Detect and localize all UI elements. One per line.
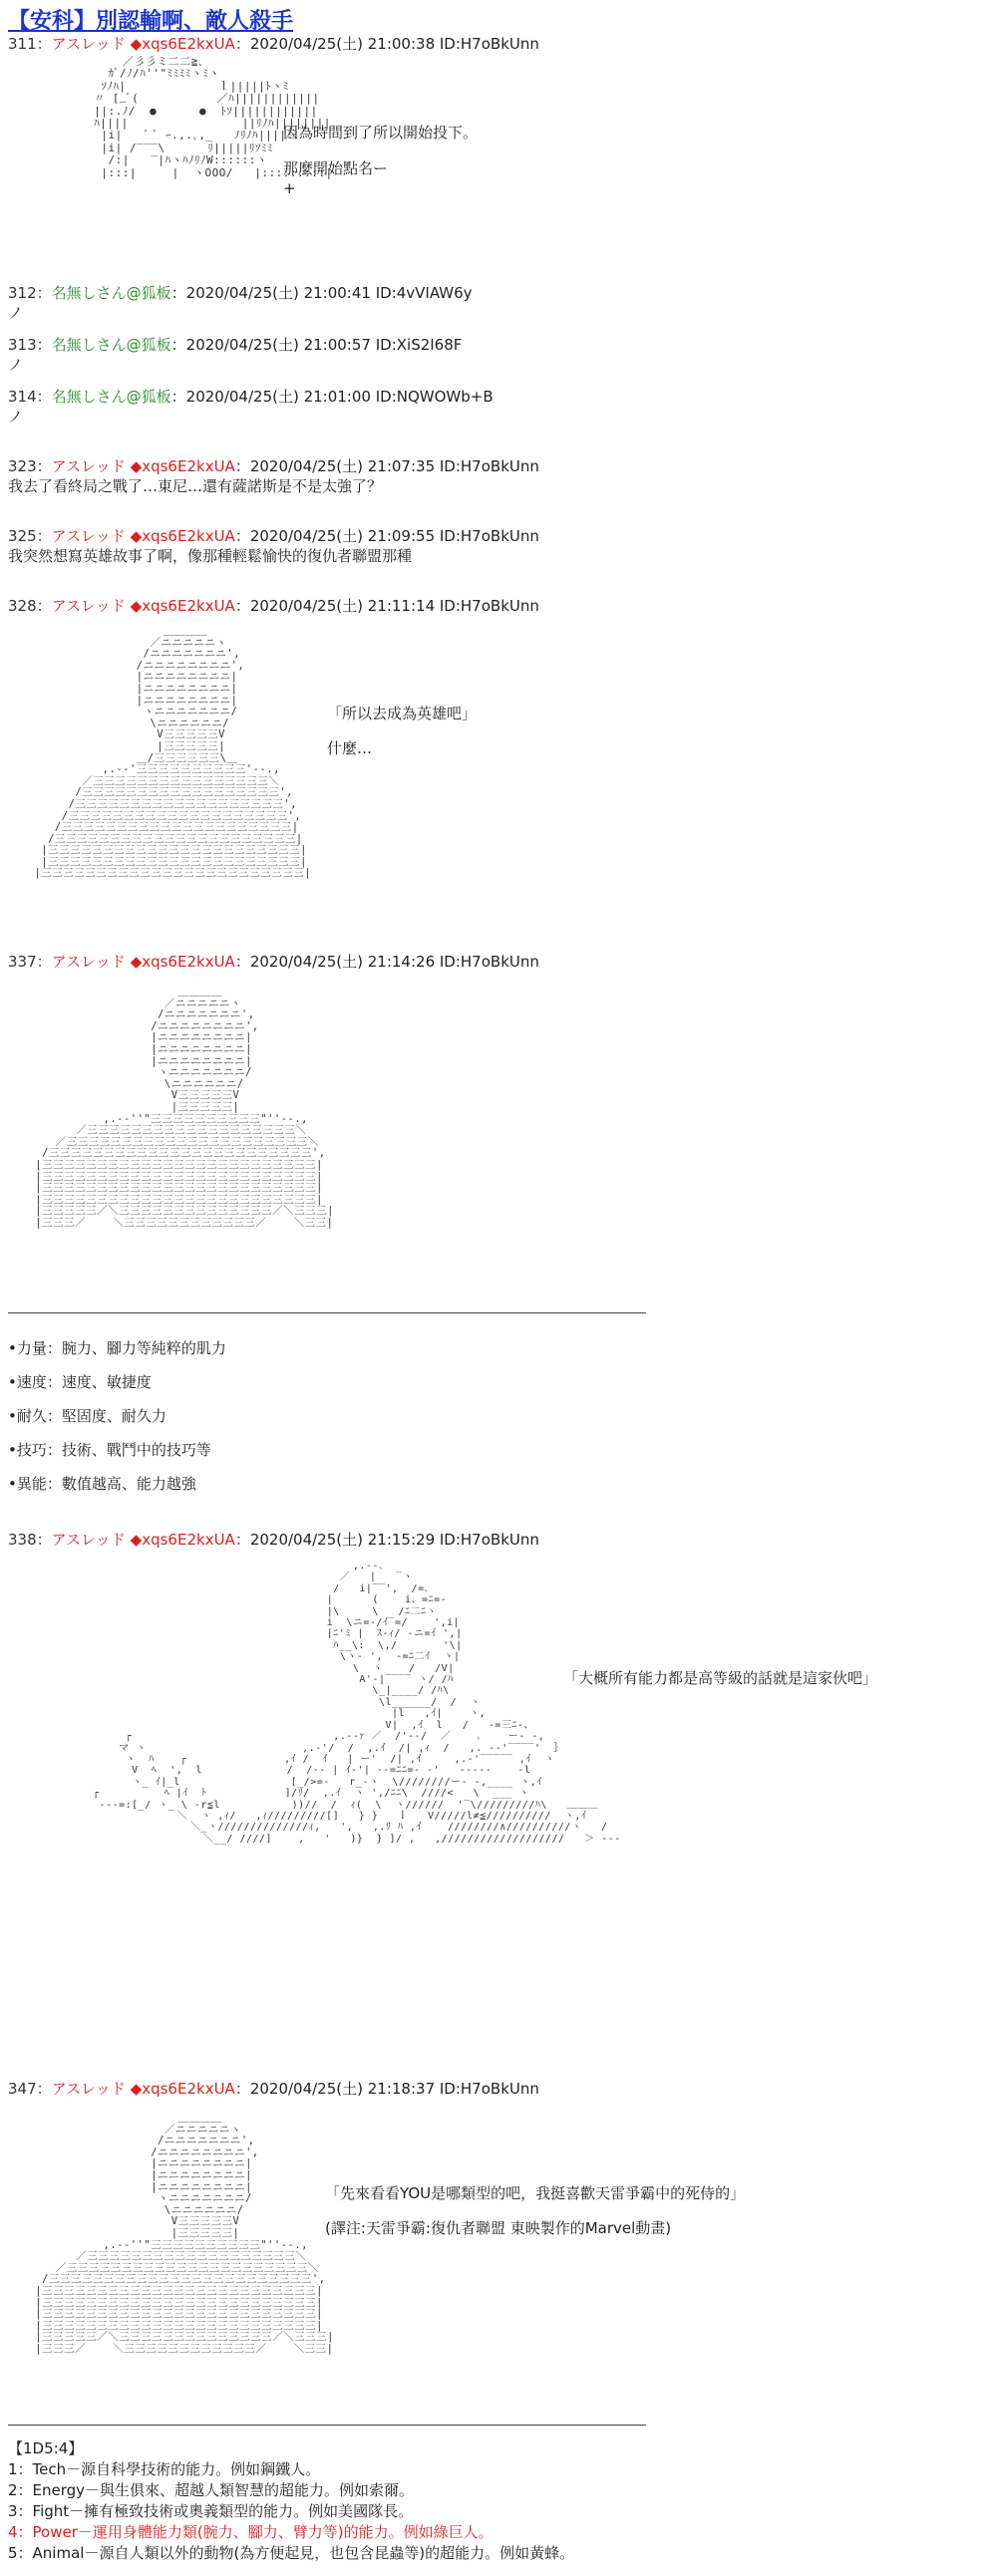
post-header: 311：アスレッド ◆xqs6E2kxUA：2020/04/25(土) 21:00:38 ID:H7oBkUnn (8, 35, 539, 53)
post-313: 313：名無しさん@狐板：2020/04/25(土) 21:00:57 ID:XiS2I68F ノ (8, 335, 985, 376)
stat-ability: •異能：數值越高、能力越強 (8, 1475, 196, 1493)
post-338: 338：アスレッド ◆xqs6E2kxUA：2020/04/25(土) 21:15:29 ID:H7oBkUnn (8, 1531, 539, 1549)
post-body: ノ (8, 356, 24, 374)
post-323: 323：アスレッド ◆xqs6E2kxUA：2020/04/25(土) 21:07:35 ID:H7oBkUnn 我去了看終局之戰了…東尼…還有薩諾斯是不是太強了？ (8, 456, 985, 497)
ascii-art-character: ／彡彡ミ二二≧､ ｶﾞ/ﾉ/ﾊ''"ﾐﾐﾐﾐヽﾐヽ ｿﾉﾊ| ｌ|||||ﾄヽﾐ 〃 [_ﾞ( ／ﾊ|||||||||||| ||:.ﾉ/ ● ● ﾄｿ|||||||||||| ﾊ|||| ||ﾘﾉﾊ|||||||| |i| ﾞ ﾞ ｰ.,.､,_ ﾉﾘﾉﾊ||||ﾐﾐ |i| /‾‾‾\ ﾘ|||||ﾘｿﾐﾐ /:| ‾|ﾊヽﾊﾉﾘﾉW::::::ヽ |:::| | ヽOOO/ |:::::::::| (94, 55, 333, 179)
post-body: ノ (8, 408, 24, 426)
post-325: 325：アスレッド ◆xqs6E2kxUA：2020/04/25(土) 21:09:55 ID:H7oBkUnn 我突然想寫英雄故事了啊，像那種輕鬆愉快的復仇者聯盟那種 (8, 526, 985, 567)
post-328: 328：アスレッド ◆xqs6E2kxUA：2020/04/25(土) 21:11:14 ID:H7oBkUnn (8, 597, 539, 615)
poster-name[interactable]: アスレッド (51, 527, 126, 545)
stat-durability: •耐久：堅固度、耐久力 (8, 1407, 166, 1425)
post-337: 337：アスレッド ◆xqs6E2kxUA：2020/04/25(土) 21:14:26 ID:H7oBkUnn (8, 953, 539, 971)
trip-code: ◆xqs6E2kxUA (130, 35, 235, 53)
poster-name[interactable]: アスレッド (51, 2080, 126, 2098)
poster-name[interactable]: 名無しさん@狐板 (51, 336, 171, 354)
ascii-art-back-figure: ＿＿＿＿ ／ニニニニニヽ /ニニニニニニニ', /ニニニニニニニニ', |ニニニニニニニニ| |ニニニニニニニニ| |ニニニニニニニニ| ヽニニニニニニニ/ \ニニニニニニ/ V三三三三三V |三三三三三| ,.-‐''"三三三三三三三三三三"''‐-., ／三三三三三三三三三三三三三三三三三三三＼ ／三三三三三三三三三三三三三三三三三三三三三三＼ /三三三三三三三三三三三三三三三三三三三三三三三三', |三三三三三三三三三三三三三三三三三三三三三三三三三| |三三三三三三三三三三三三三三三三三三三三三三三三三| |三三三三三三三三三三三三三三三三三三三三三三三三三| |三三三三三三三三三三三三三三三三三三三三三三三三三| |三三三三三／＼三三三三三三三三三三三三三三／＼三三三| |三三三／ ＼三三三三三三三三三三三三／ ＼三三| (35, 986, 334, 1229)
thread-title[interactable]: 【安科】別認輸啊、敵人殺手 (8, 9, 294, 34)
divider (8, 1312, 646, 1313)
dice-option-3: 3：Fight－擁有極致技術或奧義類型的能力。例如美國隊長。 (8, 2502, 414, 2520)
dice-option-2: 2：Energy－與生俱來、超越人類智慧的超能力。例如索爾。 (8, 2481, 415, 2499)
stat-technique: •技巧：技術、戰鬥中的技巧等 (8, 1441, 211, 1459)
poster-name[interactable]: アスレッド (51, 35, 126, 53)
stat-strength: •力量：腕力、腳力等純粹的肌力 (8, 1339, 226, 1357)
stat-speed: •速度：速度、敏捷度 (8, 1373, 152, 1391)
poster-name[interactable]: アスレッド (51, 953, 126, 971)
ascii-art-posed-figure: ,.--､ ／ | ‾ヽ / i|‾‾', /=､ | ( i、=ﾆ=- |\ \ /ﾆ二ﾆヽ i \ニ=-/ｲ‾=/ ',i| |ﾆ'ﾐ | ｽ‐ｨ/ ‐ニ=ｲ ',| ﾊ__\: \,/ '\| \ヽ- ', ‐=ﾆ二ｲ ヽ| \ ヽ / /V| A'‐|‾‾‾‾ ヽ/ /ﾊ \_|____/ /ﾊ\ \l______/ / ヽ |l ,ｲ| ヽ, V| ,ｲ l / ‐=三ﾆ-、 ┌ ,.-‐ｧ ／ /'‐‐/ ／ ､ ー‐ -, マ ヽ ,.-'/ / ,.ｲ /| ,ｨ / ,. -‐'‾‾‾‾' ｝ ヽ ﾊ ┌ ,ｲ / ｲ | ー' /| ,ｲ ,.‐'‾‾‾‾‾ ,ｲ ヽ V ﾍ ', l / /‐‐ | ｲ‐'| -‐=ﾆﾆ=‐ ‐' ‐‐‐‐‐ ‐l ヽ_ ｲ|_l [_/>=‐ r_‐ヽ \////////ー‐ ‐,____ ヽ,ｲ ┌ ﾍ |ｲ ﾄ ]/ﾘ/ ,.ｲ ヽ ',/ﾆﾆ\ ////< \ ___ ヽ ‐--=:[_/ ヽ_ \ ‐r≦l ))// / ｨ( \ ヽ////// '‾\/////////ﾊ\ ＿＿＿ ＼ ヽ ,ｨ/ ,ｨ/////////[] } } ｌ V/////l≠≦////////// ヽ,ｲ ＼_ヽ//////////////ｨ, ', ,.ﾘ ﾊ ,ｲ ////////∧//////////ヽ / ＼__/ ////] , ' )} } ]/ , ,/////////////////// ＞ ‐‐‐ (93, 1561, 621, 1845)
post-body: ノ (8, 304, 24, 322)
ascii-art-back-figure: ＿＿＿＿ ／ニニニニニヽ /ニニニニニニニ', /ニニニニニニニニ', |ニニニニニニニニ| |ニニニニニニニニ| |ニニニニニニニニ| ヽニニニニニニニ/ \ニニニニニニ/ V三三三三三V |三三三三三| ,.-‐''"三三三三三三三三三三"''‐-., ／三三三三三三三三三三三三三三三三三三三＼ ／三三三三三三三三三三三三三三三三三三三三三三＼ /三三三三三三三三三三三三三三三三三三三三三三三三', |三三三三三三三三三三三三三三三三三三三三三三三三三| |三三三三三三三三三三三三三三三三三三三三三三三三三| |三三三三三三三三三三三三三三三三三三三三三三三三三| |三三三三三三三三三三三三三三三三三三三三三三三三三| |三三三三三／＼三三三三三三三三三三三三三三／＼三三三| |三三三／ ＼三三三三三三三三三三三三／ ＼三三| (35, 2112, 334, 2355)
dice-option-4-selected: 4：Power－運用身體能力類(腕力、腳力、臂力等)的能力。例如綠巨人。 (8, 2523, 494, 2541)
divider (8, 2425, 646, 2426)
post-311 (8, 34, 985, 54)
poster-name[interactable]: 名無しさん@狐板 (51, 284, 171, 302)
post-312: 312：名無しさん@狐板：2020/04/25(土) 21:00:41 ID:4vVIAW6y ノ (8, 283, 985, 324)
poster-name[interactable]: アスレッド (51, 597, 126, 615)
poster-name[interactable]: アスレッド (51, 457, 126, 475)
ascii-art-back-figure: ＿＿＿＿ ／ニニニニニヽ /ニニニニニニニ', /ニニニニニニニニ', |ニニニニニニニニ| |ニニニニニニニニ| |ニニニニニニニニ| ヽニニニニニニニ/ \ニニニニニニ/ V三三三三三V |三三三三三| ＿/三三三三三三\＿ ,.-‐'三三三三三三三三三三'‐-., ／三三三三三三三三三三三三三三三三＼ /三三三三三三三三三三三三三三三三三三', /三三三三三三三三三三三三三三三三三三三', /三三三三三三三三三三三三三三三三三三三三', /三三三三三三三三三三三三三三三三三三三三三| /三三三三三三三三三三三三三三三三三三三三三三| |三三三三三三三三三三三三三三三三三三三三三三三| |三三三三三三三三三三三三三三三三三三三三三三三| |三三三三三三三三三三三三三三三三三三三三三三三三| (34, 625, 312, 880)
poster-name[interactable]: アスレッド (51, 1531, 126, 1549)
post-body: 我去了看終局之戰了…東尼…還有薩諾斯是不是太強了？ (8, 477, 383, 495)
dice-result: 【1D5:4】 (8, 2439, 84, 2457)
post-314: 314：名無しさん@狐板：2020/04/25(土) 21:01:00 ID:NQWOWb+B ノ (8, 387, 985, 428)
post-body: 我突然想寫英雄故事了啊，像那種輕鬆愉快的復仇者聯盟那種 (8, 547, 413, 565)
dice-option-1: 1：Tech－源自科學技術的能力。例如鋼鐵人。 (8, 2460, 321, 2478)
post-347: 347：アスレッド ◆xqs6E2kxUA：2020/04/25(土) 21:18:37 ID:H7oBkUnn (8, 2080, 539, 2098)
dice-option-5: 5：Animal－源自人類以外的動物(為方便起見，也包含昆蟲等)的超能力。例如黃蜂。 (8, 2544, 575, 2562)
poster-name[interactable]: 名無しさん@狐板 (51, 388, 171, 406)
thread-page: 【安科】別認輸啊、敵人殺手 311：アスレッド ◆xqs6E2kxUA：2020/04/25(土) 21:00:38 ID:H7oBkUnn ／彡彡ミ二二≧､ ｶﾞ/ﾉ/ﾊ''"ﾐﾐﾐﾐヽﾐヽ ｿﾉﾊ| ｌ|||||ﾄヽﾐ 〃 [_ﾞ( ／ﾊ|||||||||||| ||:.ﾉ/ ● ● ﾄｿ|||||||||||| ﾊ|||| ||ﾘﾉﾊ|||||||| |i| ﾞ ﾞ ｰ.,.､,_ ﾉﾘﾉﾊ||||ﾐﾐ |i| /‾‾‾\ ﾘ|||||ﾘｿﾐﾐ /:| ‾|ﾊヽﾊﾉﾘﾉW::::::ヽ |:::| | ヽOOO/ |:::::::::| 因為時間到了所以開始投下。 那麼開始點名ー + 312：名無しさん@狐板：2020/04/25(土) 21:00:41 ID:4vVIAW6y ノ 313：名無しさん@狐板：2020/04/25(土) 21:00:57 ID:XiS2I68F ノ 314：名無しさん@狐板：2020/04/25(土) 21:01:00 ID:NQWOWb+B ノ 323：アスレッド ◆xqs6E2kxUA：2020/04/25(土) 21:07:35 ID:H7oBkUnn 我去了看終局之戰了…東尼…還有薩諾斯是不是太強了？ 325：アスレッド ◆xqs6E2kxUA：2020/04/25(土) 21:09:55 ID:H7oBkUnn 我突然想寫英雄故事了啊，像那種輕鬆愉快的復仇者聯盟那種 328：アスレッド ◆xqs6E2kxUA：2020/04/25(土) 21:11:14 ID:H7oBkUnn ＿＿＿＿ ／ニニニニニヽ /ニニニニニニニ', /ニニニニニニニニ', |ニニニニニニニニ| |ニニニニニニニニ| |ニニニニニニニニ| ヽニニニニニニニ/ \ニニニニニニ/ V三三三三三V |三三三三三| ＿/三三三三三三\＿ ,.-‐'三三三三三三三三三三'‐-., ／三三三三三三三三三三三三三三三三＼ /三三三三三三三三三三三三三三三三三三', /三三三三三三三三三三三三三三三三三三三', /三三三三三三三三三三三三三三三三三三三三', /三三三三三三三三三三三三三三三三三三三三三| /三三三三三三三三三三三三三三三三三三三三三三| |三三三三三三三三三三三三三三三三三三三三三三三| |三三三三三三三三三三三三三三三三三三三三三三三| |三三三三三三三三三三三三三三三三三三三三三三三三| 「所以去成為英雄吧」 什麼… 337：アスレッド ◆xqs6E2kxUA：2020/04/25(土) 21:14:26 ID:H7oBkUnn ＿＿＿＿ ／ニニニニニヽ /ニニニニニニニ', /ニニニニニニニニ', |ニニニニニニニニ| |ニニニニニニニニ| |ニニニニニニニニ| ヽニニニニニニニ/ \ニニニニニニ/ V三三三三三V |三三三三三| ,.-‐''"三三三三三三三三三三"''‐-., ／三三三三三三三三三三三三三三三三三三三＼ ／三三三三三三三三三三三三三三三三三三三三三三＼ /三三三三三三三三三三三三三三三三三三三三三三三三', |三三三三三三三三三三三三三三三三三三三三三三三三三| |三三三三三三三三三三三三三三三三三三三三三三三三三| |三三三三三三三三三三三三三三三三三三三三三三三三三| |三三三三三三三三三三三三三三三三三三三三三三三三三| |三三三三三／＼三三三三三三三三三三三三三三／＼三三三| |三三三／ ＼三三三三三三三三三三三三／ ＼三三| •力量：腕力、腳力等純粹的肌力 •速度：速度、敏捷度 •耐久：堅固度、耐久力 •技巧：技術、戰鬥中的技巧等 •異能：數值越高、能力越強 338：アスレッド ◆xqs6E2kxUA：2020/04/25(土) 21:15:29 ID:H7oBkUnn ,.--､ ／ | ‾ヽ / i|‾‾', /=､ | ( i、=ﾆ=- |\ \ /ﾆ二ﾆヽ i \ニ=-/ｲ‾=/ ',i| |ﾆ'ﾐ | ｽ‐ｨ/ ‐ニ=ｲ ',| ﾊ__\: \,/ '\| \ヽ- ', ‐=ﾆ二ｲ ヽ| \ ヽ / /V| A'‐|‾‾‾‾ ヽ/ /ﾊ \_|____/ /ﾊ\ \l______/ / ヽ |l ,ｲ| ヽ, V| ,ｲ l / ‐=三ﾆ-、 ┌ ,.-‐ｧ ／ /'‐‐/ ／ ､ ー‐ -, マ ヽ ,.-'/ / ,.ｲ /| ,ｨ / ,. -‐'‾‾‾‾' ｝ ヽ ﾊ ┌ ,ｲ / ｲ | ー' /| ,ｲ ,.‐'‾‾‾‾‾ ,ｲ ヽ V ﾍ ', l / /‐‐ | ｲ‐'| -‐=ﾆﾆ=‐ ‐' ‐‐‐‐‐ ‐l ヽ_ ｲ|_l [_/>=‐ r_‐ヽ \////////ー‐ ‐,____ ヽ,ｲ ┌ ﾍ |ｲ ﾄ ]/ﾘ/ ,.ｲ ヽ ',/ﾆﾆ\ ////< \ ___ ヽ ‐--=:[_/ ヽ_ \ ‐r≦l ))// / ｨ( \ ヽ////// '‾\/////////ﾊ\ ＿＿＿ ＼ ヽ ,ｨ/ ,ｨ/////////[] } } ｌ V/////l≠≦////////// ヽ,ｲ ＼_ヽ//////////////ｨ, ', ,.ﾘ ﾊ ,ｲ ////////∧//////////ヽ / ＼__/ ////] , ' )} } ]/ , ,/////////////////// ＞ ‐‐‐ 「大概所有能力都是高等級的話就是這家伙吧」 347：アスレッド ◆xqs6E2kxUA：2020/04/25(土) 21:18:37 ID:H7oBkUnn ＿＿＿＿ ／ニニニニニヽ /ニニニニニニニ', /ニニニニニニニニ', |ニニニニニニニニ| |ニニニニニニニニ| |ニニニニニニニニ| ヽニニニニニニニ/ \ニニニニニニ/ V三三三三三V |三三三三三| ,.-‐''"三三三三三三三三三三"''‐-., ／三三三三三三三三三三三三三三三三三三三＼ ／三三三三三三三三三三三三三三三三三三三三三三＼ /三三三三三三三三三三三三三三三三三三三三三三三三', |三三三三三三三三三三三三三三三三三三三三三三三三三| |三三三三三三三三三三三三三三三三三三三三三三三三三| |三三三三三三三三三三三三三三三三三三三三三三三三三| |三三三三三三三三三三三三三三三三三三三三三三三三三| |三三三三三／＼三三三三三三三三三三三三三三／＼三三三| |三三三／ ＼三三三三三三三三三三三三／ ＼三三| 「先來看看YOU是哪類型的吧，我挺喜歡天雷爭霸中的死侍的」 (譯注:天雷爭霸:復仇者聯盟 東映製作的Marvel動畫) 【1D5:4】 1：Tech－源自科學技術的能力。例如鋼鐵人。 2：Energy－與生俱來、超越人類智慧的超能力。例如索爾。 3：Fight－擁有極致技術或奧義類型的能力。例如美國隊長。 4：Power－運用身體能力類(腕力、腳力、臂力等)的能力。例如綠巨人。 5：Animal－源自人類以外的動物(為方便起見，也包含昆蟲等)的超能力。例如黃蜂。 (0, 0, 997, 2576)
